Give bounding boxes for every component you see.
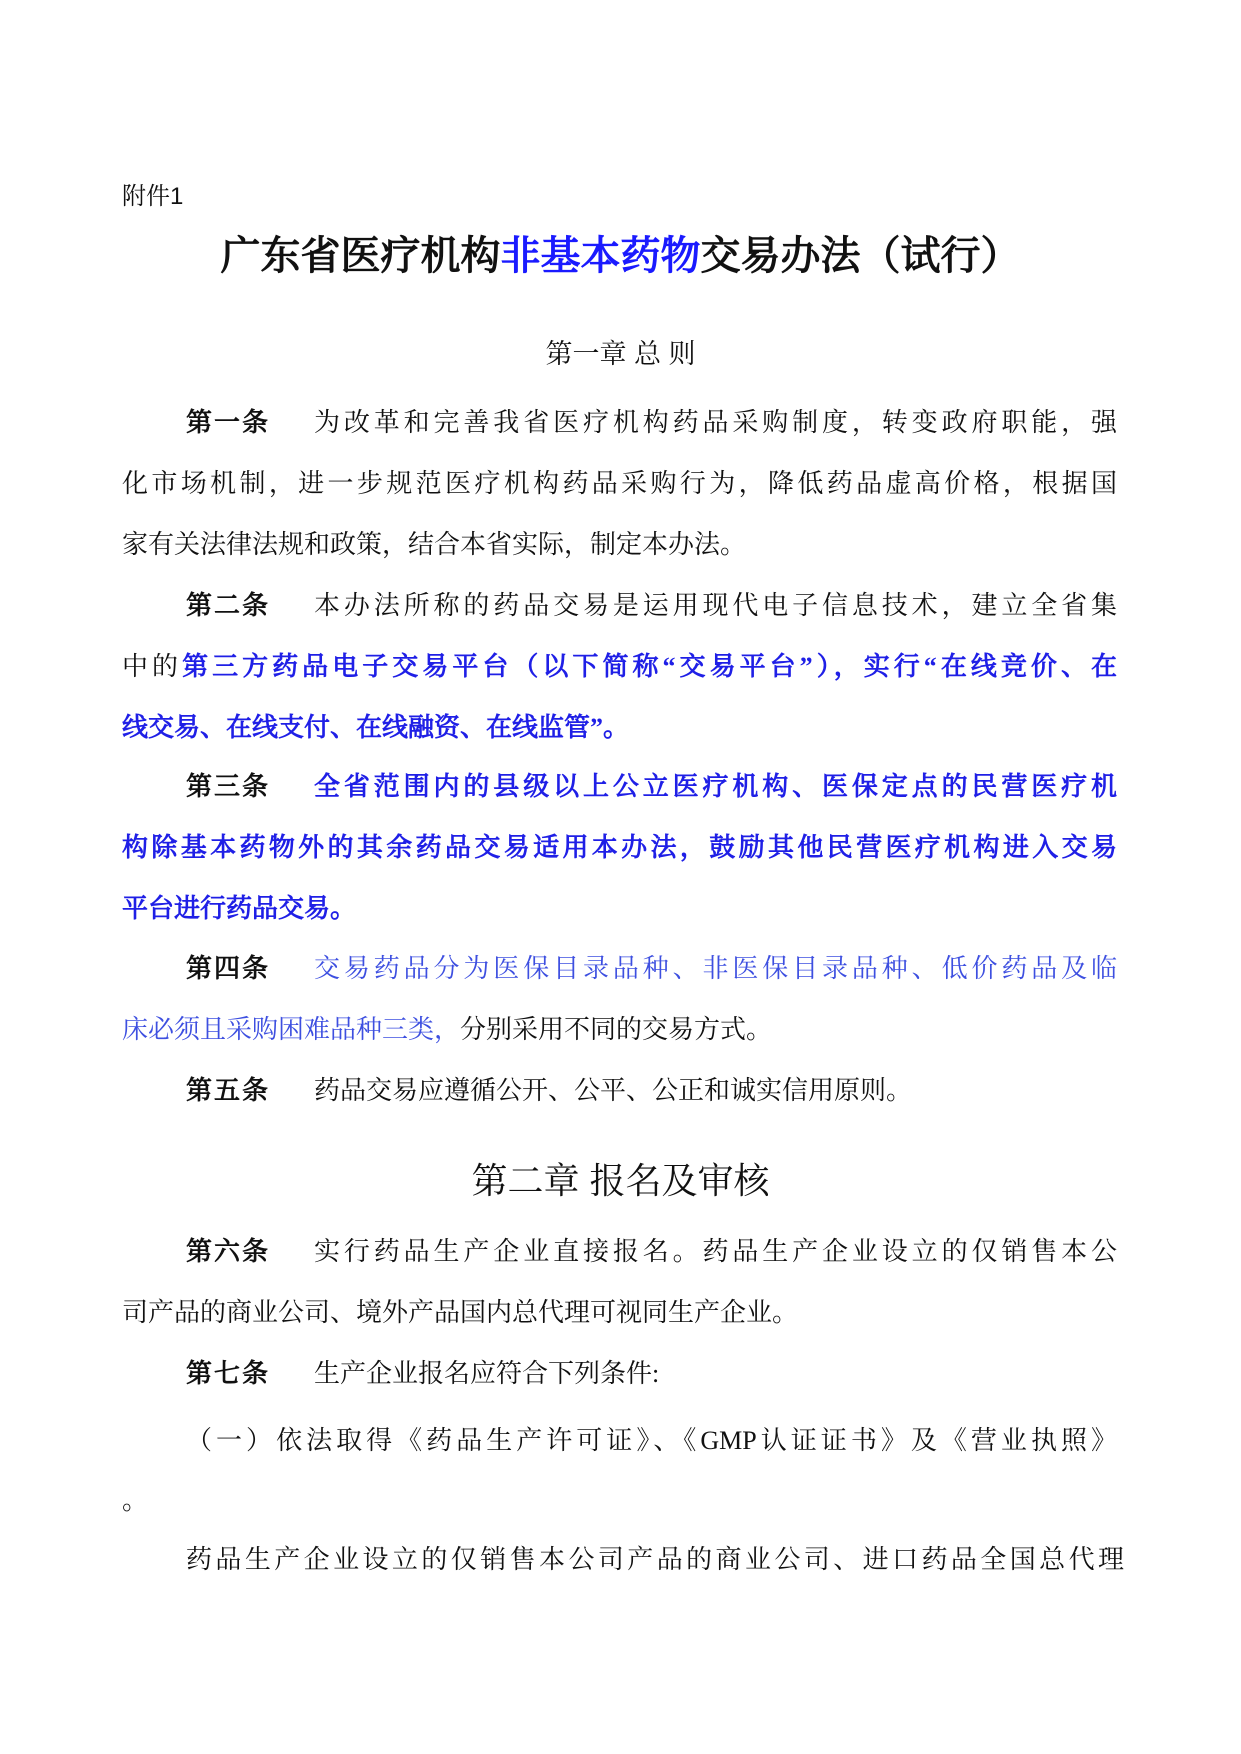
article-label: 第三条 — [186, 772, 271, 801]
article-line — [314, 771, 1117, 803]
article-line — [314, 407, 1117, 439]
article-line — [122, 651, 1117, 683]
article-line — [314, 1358, 659, 1390]
title-part-3: 交易办法（试行） — [700, 233, 1021, 278]
title-part-2: 非基本药物 — [500, 233, 701, 278]
highlighted-text: 构除基本药物外的其余药品交易适用本办法，鼓励其他民营医疗机构进入交易 — [122, 833, 1117, 862]
text-segment: 实行药品生产企业直接报名。药品生产企业设立的仅销售本公 — [314, 1237, 1117, 1266]
text-segment: 中的 — [122, 652, 183, 681]
chapter-1-heading: 第一章 总 则 — [545, 339, 696, 369]
highlighted-text: 第三方药品电子交易平台（以下简称“交易平台”），实行“在线竞价、在 — [182, 652, 1117, 681]
article-line — [314, 953, 1117, 985]
article-line — [314, 1236, 1117, 1268]
article-line — [122, 832, 1117, 864]
article-label: 第七条 — [186, 1359, 271, 1388]
article-line — [122, 1014, 772, 1046]
article-line — [122, 712, 629, 744]
text-segment: 司产品的商业公司、境外产品国内总代理可视同生产企业。 — [122, 1298, 799, 1327]
text-segment: 家有关法律法规和政策，结合本省实际，制定本办法。 — [122, 530, 747, 559]
text-segment: 化市场机制，进一步规范医疗机构药品采购行为，降低药品虚高价格，根据国 — [122, 469, 1117, 498]
text-segment: 为改革和完善我省医疗机构药品采购制度，转变政府职能，强 — [314, 408, 1117, 437]
body-line: （一）依法取得《药品生产许可证》、《GMP认证证书》及《营业执照》 — [186, 1426, 1117, 1455]
title-part-1: 广东省医疗机构 — [220, 233, 501, 278]
article-label: 第一条 — [186, 408, 271, 437]
article-line — [122, 1297, 798, 1329]
article-line — [314, 1075, 912, 1107]
highlighted-text: 平台进行药品交易。 — [122, 894, 357, 923]
highlighted-text: 交易药品分为医保目录品种、非医保目录品种、低价药品及临 — [314, 954, 1117, 983]
article-label: 第六条 — [186, 1237, 271, 1266]
attachment-label: 附件1 — [122, 183, 184, 210]
article-line — [122, 893, 356, 925]
article-label: 第二条 — [186, 591, 271, 620]
article-line — [122, 468, 1117, 500]
body-line: 药品生产企业设立的仅销售本公司产品的商业公司、进口药品全国总代理 — [186, 1545, 1124, 1574]
article-label: 第五条 — [186, 1076, 271, 1105]
highlighted-text: 床必须且采购困难品种三类， — [122, 1015, 461, 1044]
text-segment: 生产企业报名应符合下列条件: — [314, 1359, 660, 1388]
text-segment: 药品交易应遵循公开、公平、公正和诚实信用原则。 — [314, 1076, 913, 1105]
article-line — [314, 590, 1117, 622]
article-line — [122, 529, 746, 561]
article-label: 第四条 — [186, 954, 271, 983]
document-title — [0, 232, 1241, 280]
text-segment: 分别采用不同的交易方式。 — [460, 1015, 773, 1044]
chapter-2-heading: 第二章 报名及审核 — [471, 1160, 770, 1201]
highlighted-text: 线交易、在线支付、在线融资、在线监管”。 — [122, 713, 630, 742]
body-line: 。 — [122, 1486, 149, 1515]
highlighted-text: 全省范围内的县级以上公立医疗机构、医保定点的民营医疗机 — [314, 772, 1117, 801]
text-segment: 本办法所称的药品交易是运用现代电子信息技术，建立全省集 — [314, 591, 1117, 620]
